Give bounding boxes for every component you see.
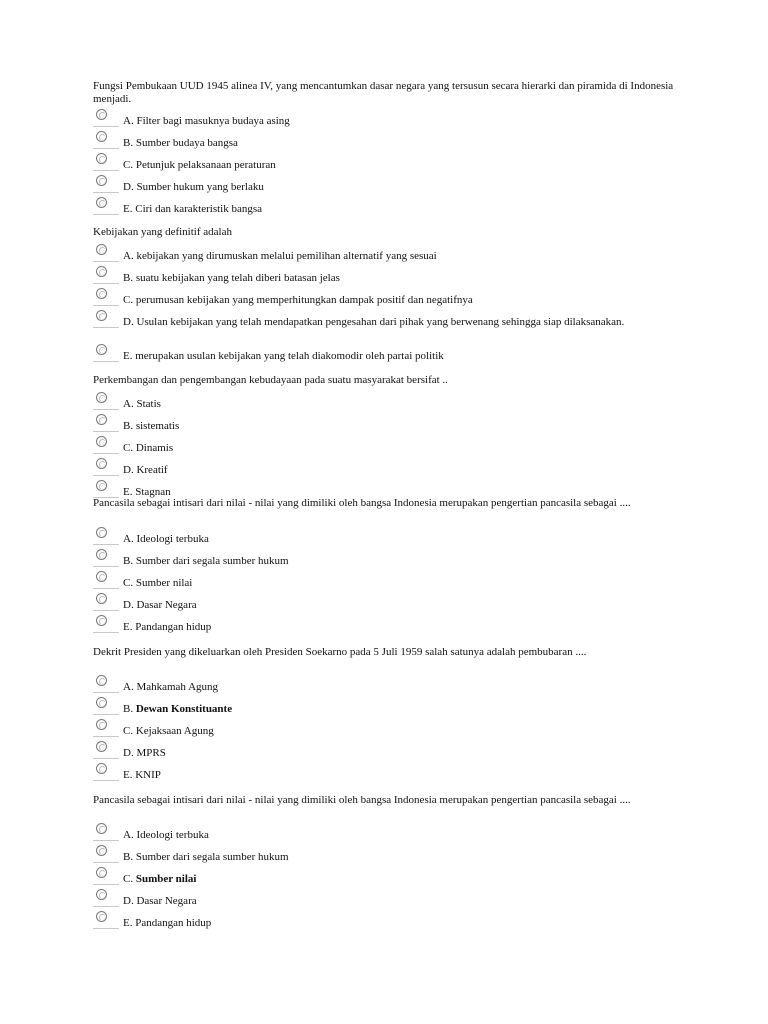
radio-button[interactable]: [93, 108, 119, 127]
option-q1-b[interactable]: B. Sumber budaya bangsa: [93, 130, 683, 150]
radio-button[interactable]: [93, 674, 119, 693]
radio-circle-icon: [96, 697, 107, 708]
question-1: [93, 80, 683, 106]
radio-circle-icon: [96, 823, 107, 834]
option-q5-a[interactable]: A. Mahkamah Agung: [93, 674, 683, 694]
radio-button[interactable]: [93, 287, 119, 306]
radio-circle-icon: [96, 288, 107, 299]
radio-circle-icon: [96, 458, 107, 469]
radio-circle-icon: [96, 527, 107, 538]
option-q6-a[interactable]: A. Ideologi terbuka: [93, 822, 683, 842]
question-text: Kebijakan yang definitif adalah: [93, 226, 232, 238]
question-text: Dekrit Presiden yang dikeluarkan oleh Presiden Soekarno pada 5 Juli 1959 salah satunya adalah pembubaran ....: [93, 646, 587, 658]
radio-circle-icon: [96, 153, 107, 164]
option-q5-e[interactable]: E. KNIP: [93, 762, 683, 782]
option-q2-a[interactable]: A. kebijakan yang dirumuskan melalui pemilihan alternatif yang sesuai: [93, 243, 683, 263]
radio-button[interactable]: [93, 548, 119, 567]
option-q3-b[interactable]: B. sistematis: [93, 413, 683, 433]
radio-circle-icon: [96, 392, 107, 403]
radio-circle-icon: [96, 109, 107, 120]
radio-button[interactable]: [93, 152, 119, 171]
radio-circle-icon: [96, 436, 107, 447]
radio-circle-icon: [96, 571, 107, 582]
radio-circle-icon: [96, 911, 107, 922]
option-q5-d[interactable]: D. MPRS: [93, 740, 683, 760]
radio-button[interactable]: [93, 265, 119, 284]
radio-button[interactable]: [93, 718, 119, 737]
radio-button[interactable]: [93, 570, 119, 589]
radio-button[interactable]: [93, 479, 119, 498]
question-text: Fungsi Pembukaan UUD 1945 alinea IV, yang mencantumkan dasar negara yang tersusun secara hierarki dan piramida di Indonesia menjadi.: [93, 80, 674, 105]
radio-button[interactable]: [93, 343, 119, 362]
radio-button[interactable]: [93, 888, 119, 907]
radio-button[interactable]: [93, 910, 119, 929]
radio-button[interactable]: [93, 413, 119, 432]
option-q1-e[interactable]: E. Ciri dan karakteristik bangsa: [93, 196, 683, 216]
radio-button[interactable]: [93, 740, 119, 759]
radio-circle-icon: [96, 131, 107, 142]
radio-circle-icon: [96, 889, 107, 900]
radio-circle-icon: [96, 615, 107, 626]
question-6: [93, 794, 683, 807]
radio-circle-icon: [96, 867, 107, 878]
option-q4-e[interactable]: E. Pandangan hidup: [93, 614, 683, 634]
radio-circle-icon: [96, 344, 107, 355]
option-q6-e[interactable]: E. Pandangan hidup: [93, 910, 683, 930]
question-3: [93, 374, 683, 387]
question-text: Pancasila sebagai intisari dari nilai - nilai yang dimiliki oleh bangsa Indonesia merupakan pengertian pancasila sebagai ....: [93, 497, 631, 509]
radio-circle-icon: [96, 593, 107, 604]
radio-circle-icon: [96, 414, 107, 425]
radio-circle-icon: [96, 480, 107, 491]
option-q3-a[interactable]: A. Statis: [93, 391, 683, 411]
radio-button[interactable]: [93, 174, 119, 193]
radio-button[interactable]: [93, 614, 119, 633]
radio-button[interactable]: [93, 435, 119, 454]
radio-button[interactable]: [93, 526, 119, 545]
option-q2-b[interactable]: B. suatu kebijakan yang telah diberi batasan jelas: [93, 265, 683, 285]
radio-button[interactable]: [93, 762, 119, 781]
option-q6-b[interactable]: B. Sumber dari segala sumber hukum: [93, 844, 683, 864]
radio-circle-icon: [96, 244, 107, 255]
radio-circle-icon: [96, 197, 107, 208]
option-q2-e[interactable]: E. merupakan usulan kebijakan yang telah diakomodir oleh partai politik: [93, 343, 683, 363]
radio-button[interactable]: [93, 592, 119, 611]
radio-circle-icon: [96, 675, 107, 686]
question-text: Perkembangan dan pengembangan kebudayaan pada suatu masyarakat bersifat ..: [93, 374, 448, 386]
question-2: [93, 226, 683, 239]
option-q3-c[interactable]: C. Dinamis: [93, 435, 683, 455]
radio-button[interactable]: [93, 391, 119, 410]
question-text: Pancasila sebagai intisari dari nilai - nilai yang dimiliki oleh bangsa Indonesia merupakan pengertian pancasila sebagai ....: [93, 794, 631, 806]
option-q1-d[interactable]: D. Sumber hukum yang berlaku: [93, 174, 683, 194]
option-q6-c[interactable]: C. Sumber nilai: [93, 866, 683, 886]
option-q3-d[interactable]: D. Kreatif: [93, 457, 683, 477]
option-q2-c[interactable]: C. perumusan kebijakan yang memperhitungkan dampak positif dan negatifnya: [93, 287, 683, 307]
question-5: [93, 646, 683, 659]
option-q1-c[interactable]: C. Petunjuk pelaksanaan peraturan: [93, 152, 683, 172]
radio-button[interactable]: [93, 844, 119, 863]
radio-button[interactable]: [93, 130, 119, 149]
radio-circle-icon: [96, 845, 107, 856]
radio-button[interactable]: [93, 457, 119, 476]
radio-circle-icon: [96, 266, 107, 277]
option-q1-a[interactable]: A. Filter bagi masuknya budaya asing: [93, 108, 683, 128]
option-q5-c[interactable]: C. Kejaksaan Agung: [93, 718, 683, 738]
radio-circle-icon: [96, 175, 107, 186]
radio-button[interactable]: [93, 822, 119, 841]
option-q4-d[interactable]: D. Dasar Negara: [93, 592, 683, 612]
option-q4-b[interactable]: B. Sumber dari segala sumber hukum: [93, 548, 683, 568]
option-q3-e[interactable]: E. Stagnan: [93, 479, 683, 499]
question-4: [93, 497, 683, 510]
radio-button[interactable]: [93, 243, 119, 262]
radio-button[interactable]: [93, 196, 119, 215]
option-q6-d[interactable]: D. Dasar Negara: [93, 888, 683, 908]
option-q2-d[interactable]: D. Usulan kebijakan yang telah mendapatkan pengesahan dari pihak yang berwenang sehingga siap dilaksanakan.: [93, 309, 683, 341]
option-q4-c[interactable]: C. Sumber nilai: [93, 570, 683, 590]
radio-button[interactable]: [93, 696, 119, 715]
radio-button[interactable]: [93, 866, 119, 885]
radio-circle-icon: [96, 549, 107, 560]
radio-circle-icon: [96, 763, 107, 774]
option-q4-a[interactable]: A. Ideologi terbuka: [93, 526, 683, 546]
radio-circle-icon: [96, 719, 107, 730]
option-q5-b[interactable]: B. Dewan Konstituante: [93, 696, 683, 716]
radio-circle-icon: [96, 741, 107, 752]
